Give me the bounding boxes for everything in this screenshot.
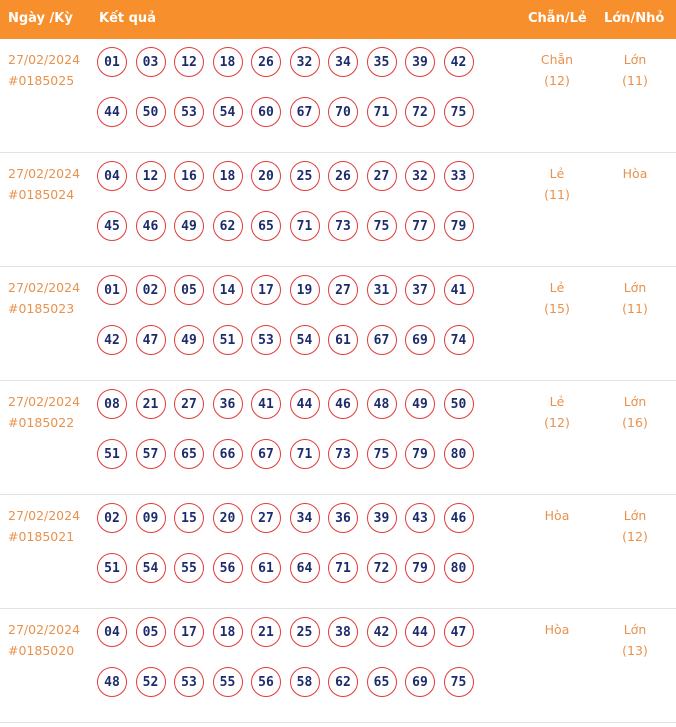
number-ball: 36	[328, 503, 358, 533]
size-value: Lớn	[623, 394, 647, 409]
number-ball: 54	[136, 553, 166, 583]
number-ball: 49	[405, 389, 435, 419]
result-numbers	[97, 503, 477, 583]
results-table-header	[0, 0, 676, 39]
draw-row	[0, 609, 676, 723]
number-ball: 37	[405, 275, 435, 305]
number-ball: 42	[367, 617, 397, 647]
number-ball: 47	[444, 617, 474, 647]
number-ball: 17	[174, 617, 204, 647]
number-ball: 73	[328, 211, 358, 241]
number-ball: 17	[251, 275, 281, 305]
draw-id: #0185020	[8, 643, 75, 658]
parity-value: Lẻ	[549, 166, 565, 181]
number-ball: 49	[174, 211, 204, 241]
result-numbers	[97, 161, 477, 241]
number-ball: 01	[97, 47, 127, 77]
number-ball: 45	[97, 211, 127, 241]
parity-value: Lẻ	[549, 394, 565, 409]
header-result-label: Kết quả	[99, 11, 156, 26]
draw-date-cell	[8, 277, 80, 319]
number-ball: 72	[367, 553, 397, 583]
number-ball: 69	[405, 325, 435, 355]
number-ball: 21	[136, 389, 166, 419]
draw-date: 27/02/2024	[8, 52, 81, 67]
number-ball: 26	[251, 47, 281, 77]
draw-date: 27/02/2024	[8, 622, 81, 637]
parity-cell	[526, 49, 588, 91]
number-ball: 04	[97, 617, 127, 647]
draw-row	[0, 495, 676, 609]
number-ball: 18	[213, 161, 243, 191]
number-ball: 36	[213, 389, 243, 419]
parity-count: (12)	[544, 73, 570, 88]
size-count: (16)	[622, 415, 648, 430]
size-cell	[604, 391, 666, 433]
number-ball: 71	[328, 553, 358, 583]
number-ball: 12	[136, 161, 166, 191]
number-ball: 54	[290, 325, 320, 355]
number-ball: 75	[367, 211, 397, 241]
number-ball: 56	[213, 553, 243, 583]
draw-row	[0, 153, 676, 267]
size-count: (13)	[622, 643, 648, 658]
number-ball: 19	[290, 275, 320, 305]
number-ball: 05	[136, 617, 166, 647]
draw-id: #0185021	[8, 529, 75, 544]
number-ball: 14	[213, 275, 243, 305]
number-ball: 05	[174, 275, 204, 305]
number-ball: 64	[290, 553, 320, 583]
number-ball: 32	[405, 161, 435, 191]
draw-id: #0185023	[8, 301, 75, 316]
number-ball: 32	[290, 47, 320, 77]
parity-cell	[526, 163, 588, 205]
number-ball: 53	[174, 97, 204, 127]
parity-value: Chẵn	[540, 52, 574, 67]
number-ball: 71	[367, 97, 397, 127]
number-ball: 67	[367, 325, 397, 355]
number-ball: 55	[213, 667, 243, 697]
draw-date-cell	[8, 163, 80, 205]
parity-count: (12)	[544, 415, 570, 430]
number-ball: 71	[290, 211, 320, 241]
size-cell	[604, 163, 666, 184]
number-ball: 44	[290, 389, 320, 419]
draw-date-cell	[8, 619, 80, 661]
draw-date: 27/02/2024	[8, 394, 81, 409]
result-numbers	[97, 47, 477, 127]
number-ball: 27	[367, 161, 397, 191]
number-ball: 08	[97, 389, 127, 419]
result-numbers	[97, 617, 477, 697]
number-ball: 15	[174, 503, 204, 533]
number-ball: 80	[444, 439, 474, 469]
number-ball: 65	[251, 211, 281, 241]
number-ball: 44	[405, 617, 435, 647]
number-ball: 41	[251, 389, 281, 419]
number-ball: 75	[444, 667, 474, 697]
parity-count: (11)	[544, 187, 570, 202]
number-ball: 01	[97, 275, 127, 305]
number-ball: 50	[136, 97, 166, 127]
number-ball: 46	[136, 211, 166, 241]
number-ball: 67	[290, 97, 320, 127]
number-ball: 75	[444, 97, 474, 127]
number-ball: 65	[367, 667, 397, 697]
number-ball: 02	[136, 275, 166, 305]
number-ball: 21	[251, 617, 281, 647]
number-ball: 43	[405, 503, 435, 533]
parity-count: (15)	[544, 301, 570, 316]
number-ball: 02	[97, 503, 127, 533]
number-ball: 04	[97, 161, 127, 191]
results-table-body	[0, 39, 676, 723]
number-ball: 27	[174, 389, 204, 419]
number-ball: 38	[328, 617, 358, 647]
number-ball: 69	[405, 667, 435, 697]
number-ball: 47	[136, 325, 166, 355]
number-ball: 74	[444, 325, 474, 355]
number-ball: 72	[405, 97, 435, 127]
number-ball: 50	[444, 389, 474, 419]
number-ball: 34	[290, 503, 320, 533]
draw-id: #0185024	[8, 187, 75, 202]
number-ball: 39	[367, 503, 397, 533]
number-ball: 65	[174, 439, 204, 469]
number-ball: 70	[328, 97, 358, 127]
number-ball: 20	[213, 503, 243, 533]
number-ball: 20	[251, 161, 281, 191]
draw-date-cell	[8, 49, 80, 91]
number-ball: 12	[174, 47, 204, 77]
number-ball: 09	[136, 503, 166, 533]
draw-date-cell	[8, 391, 80, 433]
number-ball: 58	[290, 667, 320, 697]
number-ball: 79	[405, 553, 435, 583]
size-value: Lớn	[623, 622, 647, 637]
number-ball: 49	[174, 325, 204, 355]
number-ball: 46	[444, 503, 474, 533]
size-count: (11)	[622, 301, 648, 316]
number-ball: 57	[136, 439, 166, 469]
result-numbers	[97, 389, 477, 469]
number-ball: 35	[367, 47, 397, 77]
number-ball: 52	[136, 667, 166, 697]
size-value: Lớn	[623, 508, 647, 523]
header-date-label: Ngày /Kỳ	[8, 11, 73, 26]
number-ball: 75	[367, 439, 397, 469]
parity-value: Hòa	[544, 622, 570, 637]
number-ball: 16	[174, 161, 204, 191]
parity-cell	[526, 505, 588, 526]
parity-cell	[526, 277, 588, 319]
number-ball: 34	[328, 47, 358, 77]
number-ball: 73	[328, 439, 358, 469]
draw-date: 27/02/2024	[8, 280, 81, 295]
number-ball: 25	[290, 617, 320, 647]
number-ball: 51	[97, 439, 127, 469]
draw-date-cell	[8, 505, 80, 547]
number-ball: 62	[213, 211, 243, 241]
draw-date: 27/02/2024	[8, 508, 81, 523]
size-count: (11)	[622, 73, 648, 88]
number-ball: 33	[444, 161, 474, 191]
header-parity-label: Chẵn/Lẻ	[528, 11, 587, 26]
header-size-label: Lớn/Nhỏ	[604, 11, 665, 26]
number-ball: 39	[405, 47, 435, 77]
number-ball: 80	[444, 553, 474, 583]
draw-id: #0185022	[8, 415, 75, 430]
number-ball: 41	[444, 275, 474, 305]
number-ball: 51	[213, 325, 243, 355]
number-ball: 31	[367, 275, 397, 305]
number-ball: 61	[251, 553, 281, 583]
draw-row	[0, 267, 676, 381]
number-ball: 42	[444, 47, 474, 77]
number-ball: 79	[444, 211, 474, 241]
parity-cell	[526, 619, 588, 640]
number-ball: 25	[290, 161, 320, 191]
number-ball: 46	[328, 389, 358, 419]
size-count: (12)	[622, 529, 648, 544]
number-ball: 26	[328, 161, 358, 191]
number-ball: 18	[213, 617, 243, 647]
draw-id: #0185025	[8, 73, 75, 88]
number-ball: 77	[405, 211, 435, 241]
number-ball: 79	[405, 439, 435, 469]
size-cell	[604, 505, 666, 547]
draw-date: 27/02/2024	[8, 166, 81, 181]
number-ball: 55	[174, 553, 204, 583]
number-ball: 61	[328, 325, 358, 355]
number-ball: 53	[174, 667, 204, 697]
number-ball: 51	[97, 553, 127, 583]
number-ball: 27	[251, 503, 281, 533]
number-ball: 66	[213, 439, 243, 469]
result-numbers	[97, 275, 477, 355]
number-ball: 44	[97, 97, 127, 127]
size-cell	[604, 49, 666, 91]
size-value: Lớn	[623, 280, 647, 295]
number-ball: 71	[290, 439, 320, 469]
number-ball: 03	[136, 47, 166, 77]
parity-cell	[526, 391, 588, 433]
draw-row	[0, 381, 676, 495]
size-value: Lớn	[623, 52, 647, 67]
number-ball: 42	[97, 325, 127, 355]
number-ball: 48	[367, 389, 397, 419]
number-ball: 54	[213, 97, 243, 127]
number-ball: 67	[251, 439, 281, 469]
number-ball: 56	[251, 667, 281, 697]
number-ball: 27	[328, 275, 358, 305]
number-ball: 60	[251, 97, 281, 127]
draw-row	[0, 39, 676, 153]
number-ball: 53	[251, 325, 281, 355]
size-cell	[604, 619, 666, 661]
number-ball: 18	[213, 47, 243, 77]
number-ball: 48	[97, 667, 127, 697]
parity-value: Lẻ	[549, 280, 565, 295]
size-value: Hòa	[622, 166, 648, 181]
parity-value: Hòa	[544, 508, 570, 523]
size-cell	[604, 277, 666, 319]
number-ball: 62	[328, 667, 358, 697]
